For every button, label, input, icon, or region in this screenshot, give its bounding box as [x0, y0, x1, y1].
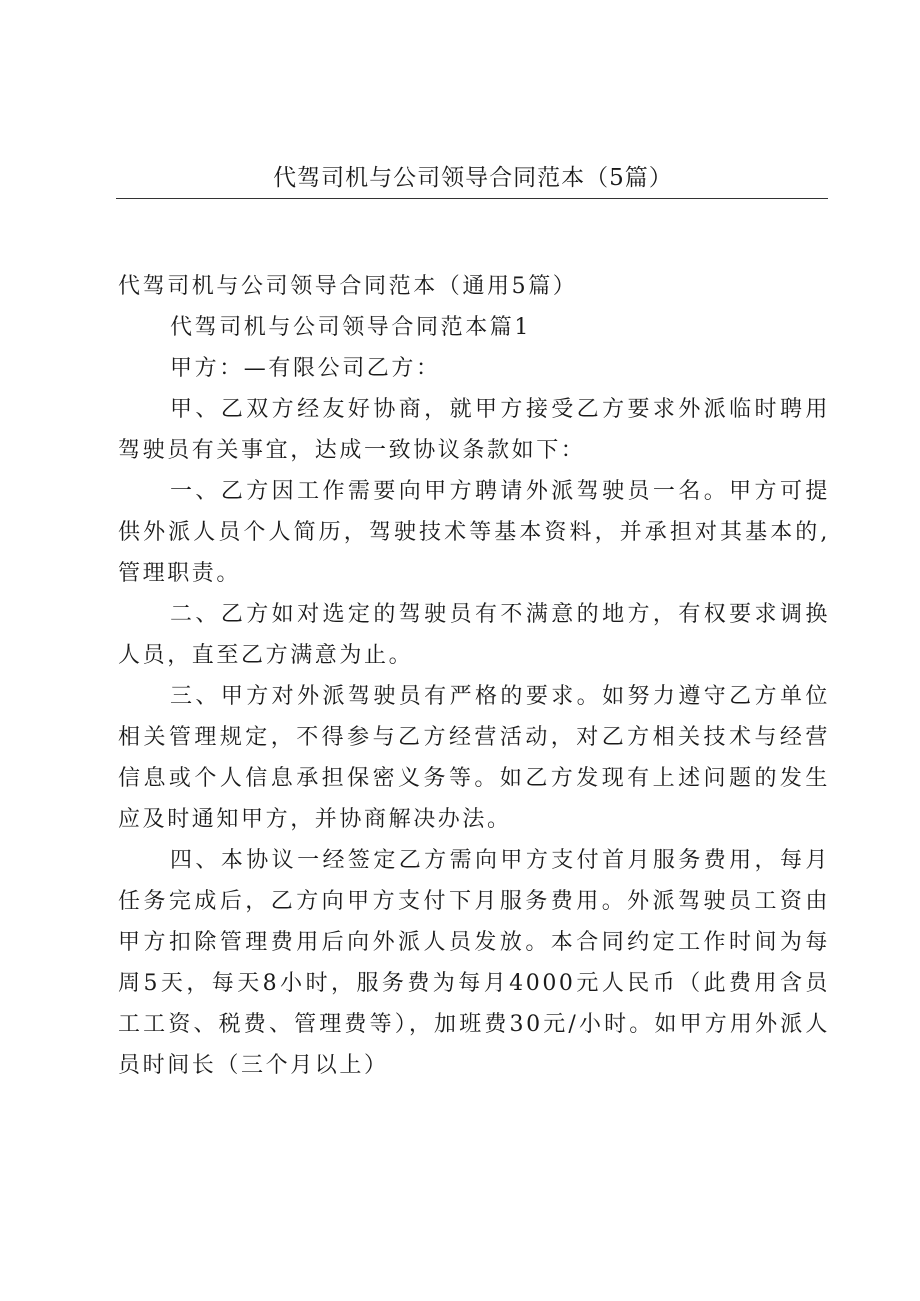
paragraph-clause-3: 三、甲方对外派驾驶员有严格的要求。如努力遵守乙方单位相关管理规定，不得参与乙方经营活动，对乙方相关技术与经营信息或个人信息承担保密义务等。如乙方发现有上述问题的发生应及时通知甲方，并协商解决办法。 — [118, 684, 830, 832]
section-heading: 代驾司机与公司领导合同范本篇1 — [170, 315, 531, 340]
parties-line: 甲方：—有限公司乙方： — [170, 356, 441, 381]
paragraph-clause-4: 四、本协议一经签定乙方需向甲方支付首月服务费用，每月任务完成后，乙方向甲方支付下月服务费用。外派驾驶员工资由甲方扣除管理费用后向外派人员发放。本合同约定工作时间为每周5天，每天8小时，服务费为每月4000元人民币（此费用含员工工资、税费、管理费等），加班费30元/小时。如甲方用外派人员时间长（三个月以上） — [118, 848, 830, 1078]
document-body — [118, 266, 830, 1086]
page-title: 代驾司机与公司领导合同范本（5篇） — [273, 165, 673, 191]
paragraph-clause-2: 二、乙方如对选定的驾驶员有不满意的地方，有权要求调换人员，直至乙方满意为止。 — [118, 602, 830, 668]
document-subtitle: 代驾司机与公司领导合同范本（通用5篇） — [118, 274, 578, 299]
paragraph-intro: 甲、乙双方经友好协商，就甲方接受乙方要求外派临时聘用驾驶员有关事宜，达成一致协议条款如下： — [118, 397, 830, 463]
paragraph-clause-1: 一、乙方因工作需要向甲方聘请外派驾驶员一名。甲方可提供外派人员个人简历，驾驶技术等基本资料，并承担对其基本的,管理职责。 — [118, 479, 830, 586]
title-divider — [116, 198, 828, 199]
